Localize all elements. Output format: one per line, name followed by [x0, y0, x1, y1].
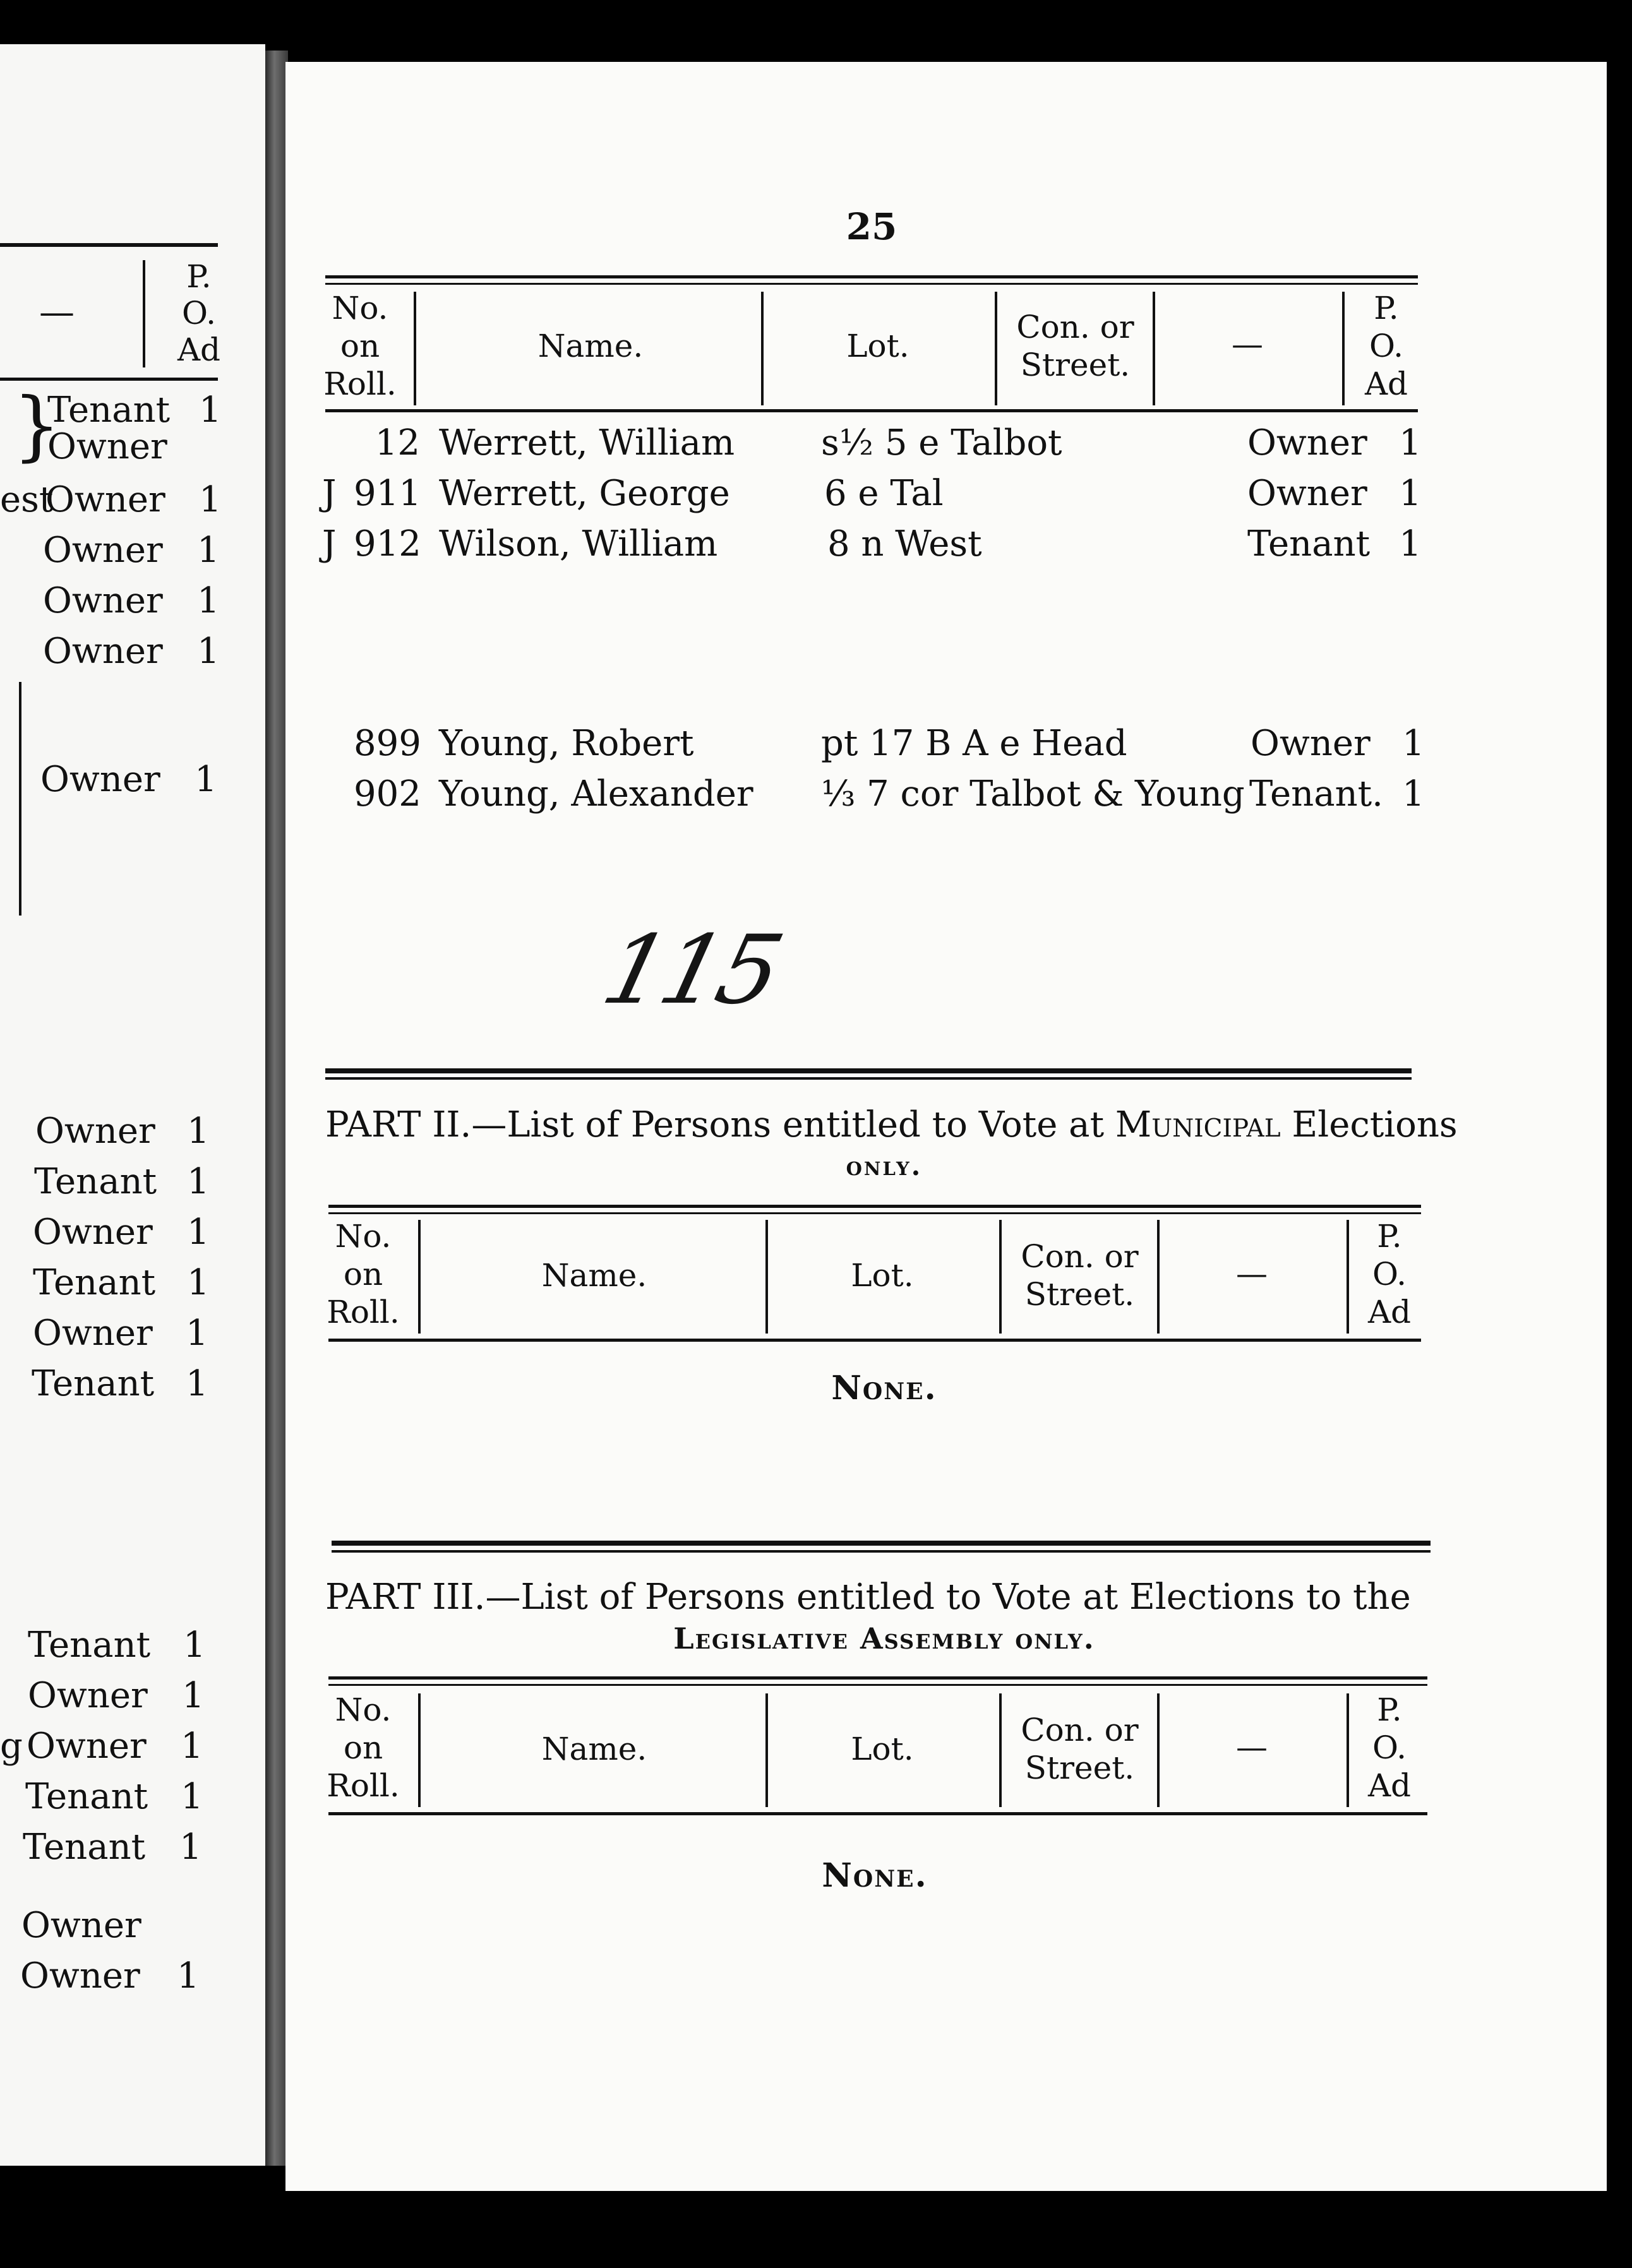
- left-header-ad: Ad: [177, 331, 221, 368]
- col-ad: Ad: [1364, 366, 1408, 402]
- row-name: Young, Alexander: [439, 773, 753, 815]
- part2-divider-thin: [325, 1077, 1412, 1080]
- page-number: 25: [846, 205, 897, 248]
- col-ad: Ad: [1367, 1767, 1412, 1804]
- left-header-p: P.: [186, 258, 212, 295]
- left-row-count: 1: [187, 1262, 210, 1303]
- left-row-count: 1: [199, 390, 222, 431]
- row-no: 12: [375, 422, 420, 463]
- col-name: Name.: [541, 1731, 647, 1767]
- left-row-count: 1: [177, 1955, 200, 1996]
- part2-subtitle: only.: [846, 1150, 923, 1181]
- col-no-line2: on: [340, 328, 380, 364]
- col-p: P.: [1377, 1218, 1402, 1255]
- part3-title-rest: —List of Persons entitled to Vote at Elections to the: [485, 1577, 1411, 1618]
- header-top-rule: [325, 275, 1418, 278]
- row-count: 1: [1399, 523, 1422, 564]
- part2-title: [325, 1104, 1458, 1145]
- header-top-rule-thin: [325, 283, 1418, 285]
- left-row-status: Owner: [28, 1675, 148, 1716]
- col-divider: [414, 292, 416, 405]
- left-row-status: Owner: [40, 759, 160, 800]
- left-row-count: 1: [179, 1827, 202, 1868]
- left-header-dash: —: [39, 292, 75, 333]
- header-bottom-rule: [325, 409, 1418, 412]
- row-name: Werrett, William: [439, 422, 735, 463]
- col-divider: [1153, 292, 1155, 405]
- col-dash: —: [1232, 326, 1263, 362]
- part3-subtitle: Legislative Assembly only.: [673, 1621, 1095, 1656]
- col-con-line2: Street.: [1020, 347, 1131, 383]
- row-status: Tenant: [1247, 523, 1371, 564]
- col-ad: Ad: [1367, 1294, 1412, 1330]
- part3-divider-thick: [332, 1541, 1431, 1546]
- part3-none: None.: [822, 1856, 928, 1895]
- left-row-count: 1: [195, 759, 217, 800]
- left-row-status: Tenant: [23, 1827, 146, 1868]
- col-divider: [765, 1693, 768, 1807]
- col-no-line1: No.: [332, 290, 388, 326]
- left-row-count: 1: [181, 1776, 203, 1817]
- col-dash: —: [1236, 1255, 1268, 1292]
- col-divider: [418, 1693, 421, 1807]
- col-o: O.: [1372, 1256, 1407, 1292]
- col-con-line1: Con. or: [1021, 1238, 1139, 1275]
- col-divider: [765, 1220, 768, 1334]
- col-no-line3: Roll.: [327, 1294, 400, 1330]
- left-row-status: Tenant: [32, 1363, 155, 1404]
- part2-title-municipal: Municipal: [1115, 1104, 1281, 1145]
- part2-title-rest: —List of Persons entitled to Vote at: [471, 1104, 1105, 1145]
- row-prefix: J: [322, 473, 337, 514]
- brace-mark: }: [13, 382, 61, 470]
- row-name: Wilson, William: [439, 523, 718, 564]
- row-count: 1: [1399, 473, 1422, 514]
- col-divider: [1347, 1220, 1349, 1334]
- left-row-count: 1: [199, 479, 222, 520]
- left-row-status: Owner: [43, 580, 163, 621]
- row-lot: s½ 5 e Talbot: [821, 422, 1062, 463]
- col-divider: [995, 292, 997, 405]
- left-row-status: Owner: [21, 1905, 141, 1946]
- header-top-rule-thin: [328, 1212, 1421, 1214]
- header-top-rule: [328, 1676, 1427, 1680]
- left-header-bottom-rule: [0, 378, 218, 381]
- left-row-count: 1: [186, 1363, 208, 1404]
- row-count: 1: [1399, 422, 1422, 463]
- col-lot: Lot.: [851, 1731, 914, 1767]
- header-bottom-rule: [328, 1339, 1421, 1342]
- left-row-count: 1: [182, 1675, 205, 1716]
- row-lot: pt 17 B A e Head: [821, 723, 1127, 764]
- row-no: 899: [354, 723, 421, 764]
- left-row-status: Owner: [43, 631, 163, 672]
- col-divider: [1157, 1693, 1160, 1807]
- left-row-count: 1: [187, 1212, 210, 1253]
- row-lot: ⅓ 7 cor Talbot & Young: [821, 773, 1245, 815]
- col-no-line2: on: [343, 1256, 383, 1292]
- col-no-line3: Roll.: [327, 1767, 400, 1804]
- left-row-prefix: est: [0, 479, 54, 520]
- col-divider: [1347, 1693, 1349, 1807]
- header-bottom-rule: [328, 1812, 1427, 1815]
- row-count: 1: [1402, 773, 1425, 815]
- left-row-status: Owner: [45, 479, 165, 520]
- left-row-count: 1: [197, 580, 220, 621]
- col-no-line1: No.: [335, 1692, 392, 1728]
- left-row-status: Owner: [43, 530, 163, 571]
- bracket-mark: [13, 682, 21, 916]
- col-name: Name.: [537, 328, 644, 364]
- col-con-line1: Con. or: [1021, 1712, 1139, 1748]
- col-con-line1: Con. or: [1016, 309, 1134, 345]
- col-con-line2: Street.: [1024, 1750, 1135, 1786]
- part3-title: [325, 1579, 1427, 1616]
- part2-title-end: Elections: [1292, 1104, 1458, 1145]
- row-no: 902: [354, 773, 421, 815]
- part2-none: None.: [831, 1369, 937, 1407]
- col-divider: [418, 1220, 421, 1334]
- left-row-count: 1: [197, 530, 220, 571]
- col-o: O.: [1372, 1729, 1407, 1766]
- left-row-count: 1: [183, 1625, 206, 1666]
- row-status: Owner: [1247, 473, 1367, 514]
- col-no-line1: No.: [335, 1218, 392, 1255]
- col-p: P.: [1374, 290, 1399, 326]
- left-row-status: Owner: [33, 1313, 153, 1354]
- left-row-status: Tenant: [25, 1776, 148, 1817]
- left-row-status: Tenant: [28, 1625, 151, 1666]
- row-status: Owner: [1251, 723, 1371, 764]
- part3-divider-thin: [332, 1550, 1431, 1553]
- row-lot: 8 n West: [827, 523, 982, 564]
- col-name: Name.: [541, 1257, 647, 1294]
- part3-title-part: PART III.: [325, 1577, 486, 1618]
- col-lot: Lot.: [846, 328, 909, 364]
- col-o: O.: [1369, 328, 1403, 364]
- left-header-divider: [143, 260, 145, 367]
- part2-title-part: PART II.: [325, 1104, 472, 1145]
- left-row-count: 1: [186, 1313, 208, 1354]
- col-con-line2: Street.: [1024, 1276, 1135, 1313]
- col-divider: [999, 1220, 1002, 1334]
- row-prefix: J: [322, 523, 337, 564]
- part2-divider-thick: [325, 1068, 1412, 1073]
- left-row-count: 1: [187, 1161, 210, 1202]
- row-name: Werrett, George: [439, 473, 730, 514]
- row-lot: 6 e Tal: [824, 473, 944, 514]
- col-divider: [761, 292, 764, 405]
- col-lot: Lot.: [851, 1257, 914, 1294]
- row-status: Tenant.: [1249, 773, 1383, 815]
- handwritten-note: 115: [592, 916, 790, 1025]
- book-gutter: [265, 51, 288, 2166]
- left-row-count: 1: [187, 1111, 210, 1152]
- row-count: 1: [1402, 723, 1425, 764]
- col-divider: [1342, 292, 1345, 405]
- left-row-prefix: g: [0, 1726, 23, 1767]
- left-header-top-rule: [0, 243, 218, 247]
- row-status: Owner: [1247, 422, 1367, 463]
- left-row-status: Owner: [35, 1111, 155, 1152]
- row-no: 911: [354, 473, 421, 514]
- col-no-line2: on: [343, 1729, 383, 1766]
- left-row-status: Owner: [27, 1726, 147, 1767]
- header-top-rule-thin: [328, 1684, 1427, 1686]
- left-row-count: 1: [181, 1726, 203, 1767]
- col-dash: —: [1236, 1729, 1268, 1765]
- header-top-rule: [328, 1205, 1421, 1208]
- col-divider: [999, 1693, 1002, 1807]
- left-row-status: Owner: [20, 1955, 140, 1996]
- left-row-status: Owner: [33, 1212, 153, 1253]
- left-header-o: O.: [182, 295, 216, 331]
- left-row-status: Owner: [47, 426, 167, 467]
- left-row-status: Tenant: [34, 1161, 157, 1202]
- col-p: P.: [1377, 1692, 1402, 1728]
- left-row-status: Tenant: [33, 1262, 156, 1303]
- col-no-line3: Roll.: [323, 366, 397, 402]
- row-no: 912: [354, 523, 421, 564]
- left-row-count: 1: [197, 631, 220, 672]
- col-divider: [1157, 1220, 1160, 1334]
- left-row-status: Tenant: [47, 390, 171, 431]
- row-name: Young, Robert: [439, 723, 694, 764]
